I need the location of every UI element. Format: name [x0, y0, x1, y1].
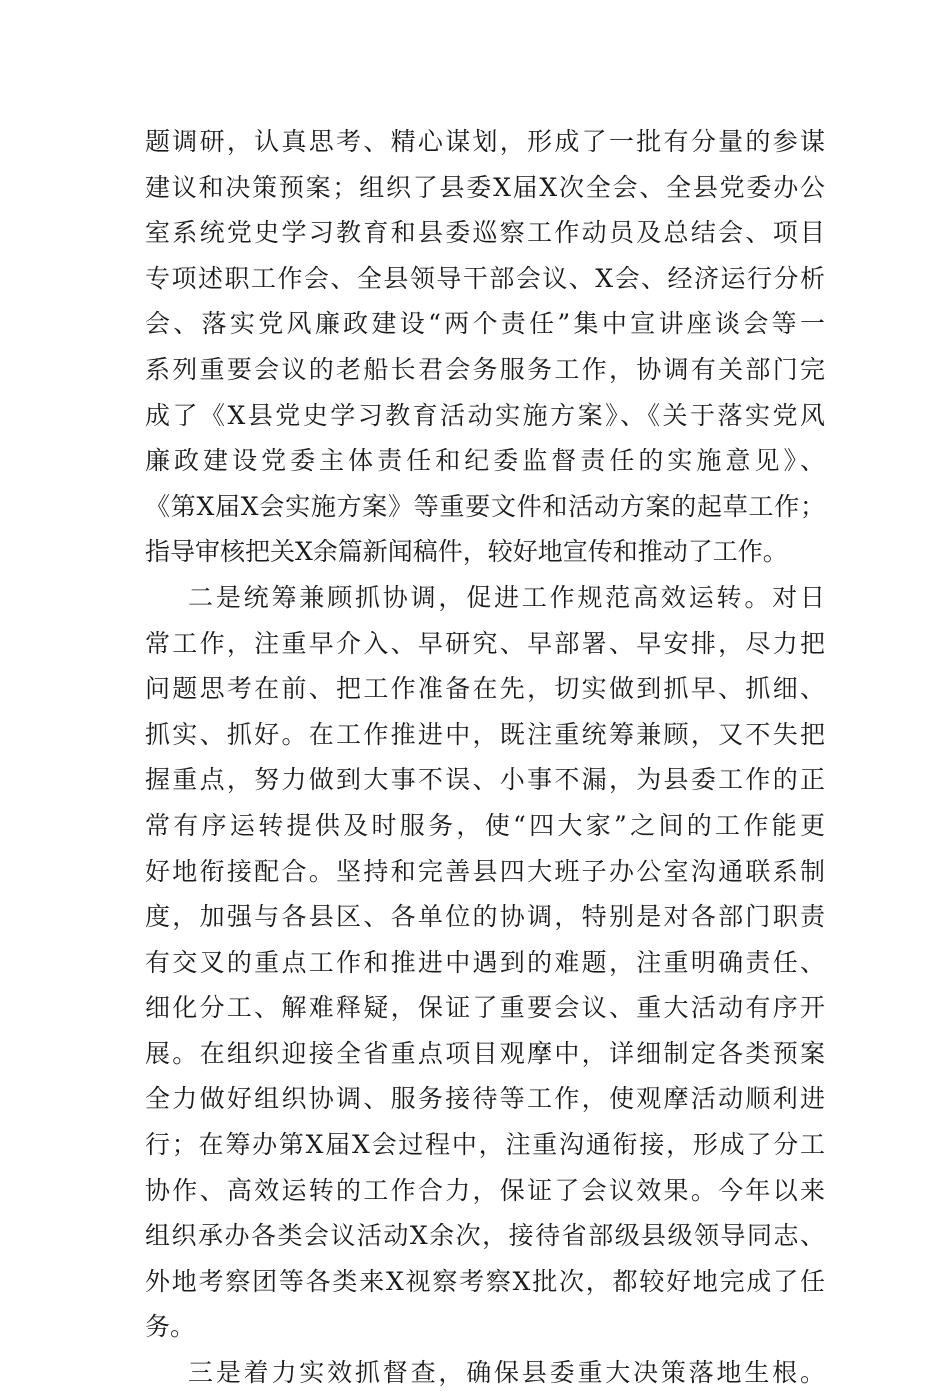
text-line: 握重点，努力做到大事不误、小事不漏，为县委工作的正 [145, 765, 825, 795]
text-line: 《第X届X会实施方案》等重要文件和活动方案的起草工作； [145, 491, 825, 521]
text-line: 二是统筹兼顾抓协调，促进工作规范高效运转。对日 [145, 582, 825, 612]
text-line: 展。在组织迎接全省重点项目观摩中，详细制定各类预案 [145, 1038, 825, 1068]
text-line: 室系统党史学习教育和县委巡察工作动员及总结会、项目 [145, 218, 825, 248]
text-line: 行；在筹办第X届X会过程中，注重沟通衔接，形成了分工 [145, 1130, 825, 1160]
text-line: 三是着力实效抓督查，确保县委重大决策落地生根。 [145, 1358, 825, 1388]
text-line: 外地考察团等各类来X视察考察X批次，都较好地完成了任 [145, 1266, 825, 1296]
text-line: 有交叉的重点工作和推进中遇到的难题，注重明确责任、 [145, 947, 825, 977]
text-line: 系列重要会议的老船长君会务服务工作，协调有关部门完 [145, 354, 825, 384]
text-line: 成了《X县党史学习教育活动实施方案》、《关于落实党风 [145, 400, 825, 430]
text-line: 全力做好组织协调、服务接待等工作，使观摩活动顺利进 [145, 1084, 825, 1114]
text-line: 问题思考在前、把工作准备在先，切实做到抓早、抓细、 [145, 674, 825, 704]
text-line: 题调研，认真思考、精心谋划，形成了一批有分量的参谋 [145, 127, 825, 156]
text-line: 务。 [145, 1312, 196, 1342]
text-line: 廉政建设党委主体责任和纪委监督责任的实施意见》、 [145, 446, 825, 476]
text-line: 会、落实党风廉政建设“两个责任”集中宣讲座谈会等一 [145, 309, 825, 339]
text-line: 常有序运转提供及时服务，使“四大家”之间的工作能更 [145, 810, 825, 840]
text-line: 常工作，注重早介入、早研究、早部署、早安排，尽力把 [145, 628, 825, 658]
text-line: 指导审核把关X余篇新闻稿件，较好地宣传和推动了工作。 [145, 537, 788, 567]
text-line: 协作、高效运转的工作合力，保证了会议效果。今年以来 [145, 1175, 825, 1205]
text-line: 好地衔接配合。坚持和完善县四大班子办公室沟通联系制 [145, 856, 825, 886]
body-text [145, 119, 825, 1396]
text-line: 度，加强与各县区、各单位的协调，特别是对各部门职责 [145, 902, 825, 932]
text-line: 细化分工、解难释疑，保证了重要会议、重大活动有序开 [145, 993, 825, 1023]
text-line: 组织承办各类会议活动X余次，接待省部级县级领导同志、 [145, 1221, 825, 1251]
text-line: 抓实、抓好。在工作推进中，既注重统筹兼顾，又不失把 [145, 719, 825, 749]
text-line: 专项述职工作会、全县领导干部会议、X会、经济运行分析 [145, 263, 825, 293]
text-line: 建议和决策预案；组织了县委X届X次全会、全县党委办公 [145, 172, 825, 202]
